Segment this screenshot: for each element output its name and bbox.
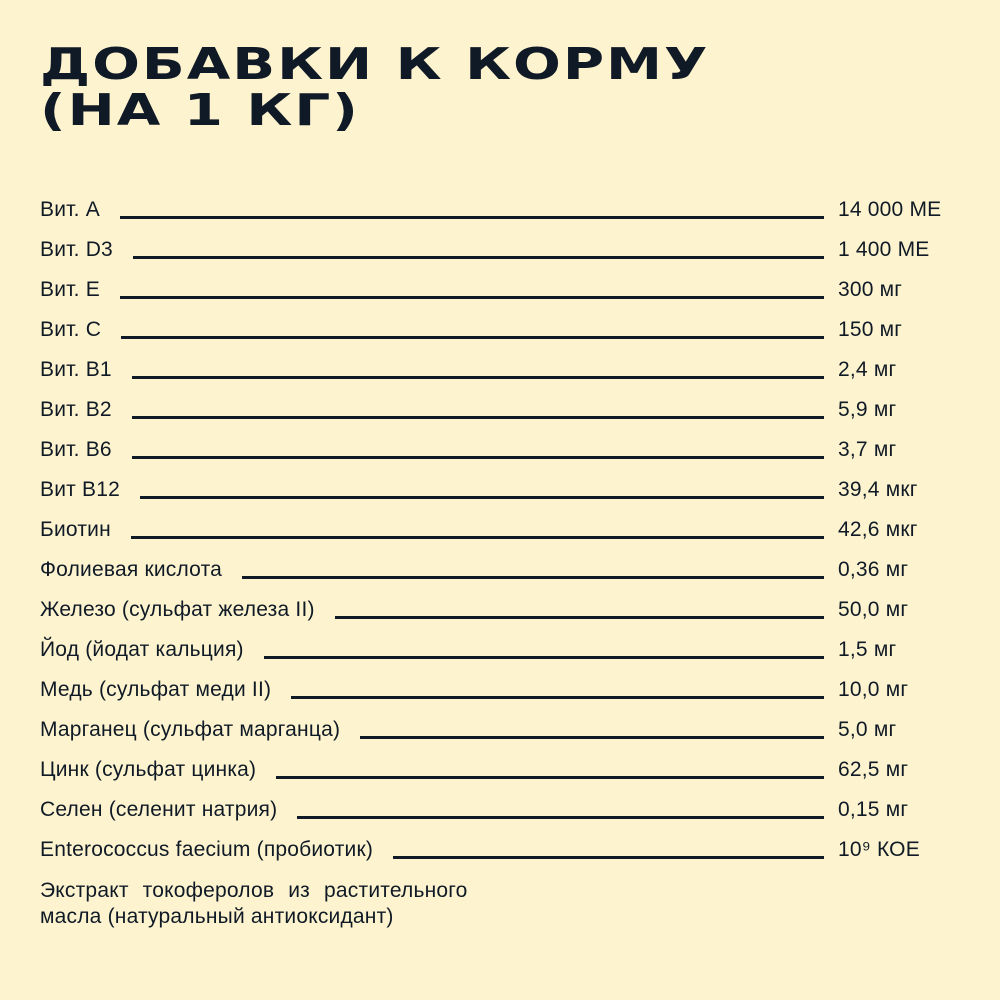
item-value: 150 мг <box>838 318 903 341</box>
leader-line <box>131 536 824 539</box>
leader-line <box>393 856 824 859</box>
item-value: 42,6 мкг <box>838 518 918 541</box>
item-label: Вит. В2 <box>40 398 112 421</box>
leader-line <box>297 816 824 819</box>
list-item <box>40 270 960 310</box>
title-line-2: (НА 1 КГ) <box>40 85 360 136</box>
item-value: 5,9 мг <box>838 398 897 421</box>
item-value: 10,0 мг <box>838 678 909 701</box>
list-item <box>40 510 960 550</box>
item-label: Вит. D3 <box>40 238 113 261</box>
item-label: Фолиевая кислота <box>40 558 223 581</box>
item-label: Селен (селенит натрия) <box>40 798 278 821</box>
leader-line <box>132 376 824 379</box>
item-value: 2,4 мг <box>838 358 897 381</box>
item-value: 5,0 мг <box>838 718 897 741</box>
list-item <box>40 190 960 230</box>
list-item <box>40 750 960 790</box>
leader-line <box>335 616 824 619</box>
item-value: 0,36 мг <box>838 558 909 581</box>
note-line-1: Экстракт токоферолов из растительного <box>40 879 468 902</box>
list-item <box>40 230 960 270</box>
item-value: 3,7 мг <box>838 438 897 461</box>
item-label: Медь (сульфат меди II) <box>40 678 272 701</box>
list-item <box>40 310 960 350</box>
list-item <box>40 590 960 630</box>
item-label: Вит. С <box>40 318 102 341</box>
item-label: Цинк (сульфат цинка) <box>40 758 257 781</box>
list-item <box>40 670 960 710</box>
leader-line <box>360 736 824 739</box>
item-label: Железо (сульфат железа II) <box>40 598 315 621</box>
title-line-1: ДОБАВКИ К КОРМУ <box>40 39 710 90</box>
leader-line <box>120 296 824 299</box>
item-value: 14 000 МЕ <box>838 198 942 221</box>
item-label: Вит В12 <box>40 478 120 501</box>
page-title <box>40 39 710 136</box>
list-item <box>40 430 960 470</box>
list-item <box>40 390 960 430</box>
list-item <box>40 550 960 590</box>
item-value: 39,4 мкг <box>838 478 918 501</box>
item-value: 1,5 мг <box>838 638 897 661</box>
item-label: Вит. А <box>40 198 100 221</box>
note-line-2: масла (натуральный антиоксидант) <box>40 905 394 928</box>
ingredient-list <box>40 190 960 870</box>
item-value: 1 400 МЕ <box>838 238 930 261</box>
leader-line <box>264 656 824 659</box>
list-item <box>40 830 960 870</box>
leader-line <box>133 256 824 259</box>
leader-line <box>276 776 824 779</box>
list-item <box>40 470 960 510</box>
leader-line <box>120 216 824 219</box>
item-label: Йод (йодат кальция) <box>40 638 244 661</box>
item-value: 10⁹ КОЕ <box>838 838 920 861</box>
list-item <box>40 630 960 670</box>
leader-line <box>132 416 824 419</box>
item-label: Вит. В6 <box>40 438 112 461</box>
item-value: 0,15 мг <box>838 798 909 821</box>
leader-line <box>291 696 824 699</box>
antioxidant-note <box>40 878 580 930</box>
item-value: 50,0 мг <box>838 598 909 621</box>
item-label: Enterococcus faecium (пробиотик) <box>40 838 374 861</box>
leader-line <box>132 456 824 459</box>
item-label: Марганец (сульфат марганца) <box>40 718 341 741</box>
item-label: Вит. В1 <box>40 358 112 381</box>
leader-line <box>121 336 824 339</box>
list-item <box>40 790 960 830</box>
item-label: Вит. Е <box>40 278 100 301</box>
item-value: 300 мг <box>838 278 903 301</box>
leader-line <box>242 576 824 579</box>
leader-line <box>140 496 824 499</box>
item-label: Биотин <box>40 518 111 541</box>
list-item <box>40 710 960 750</box>
item-value: 62,5 мг <box>838 758 909 781</box>
list-item <box>40 350 960 390</box>
